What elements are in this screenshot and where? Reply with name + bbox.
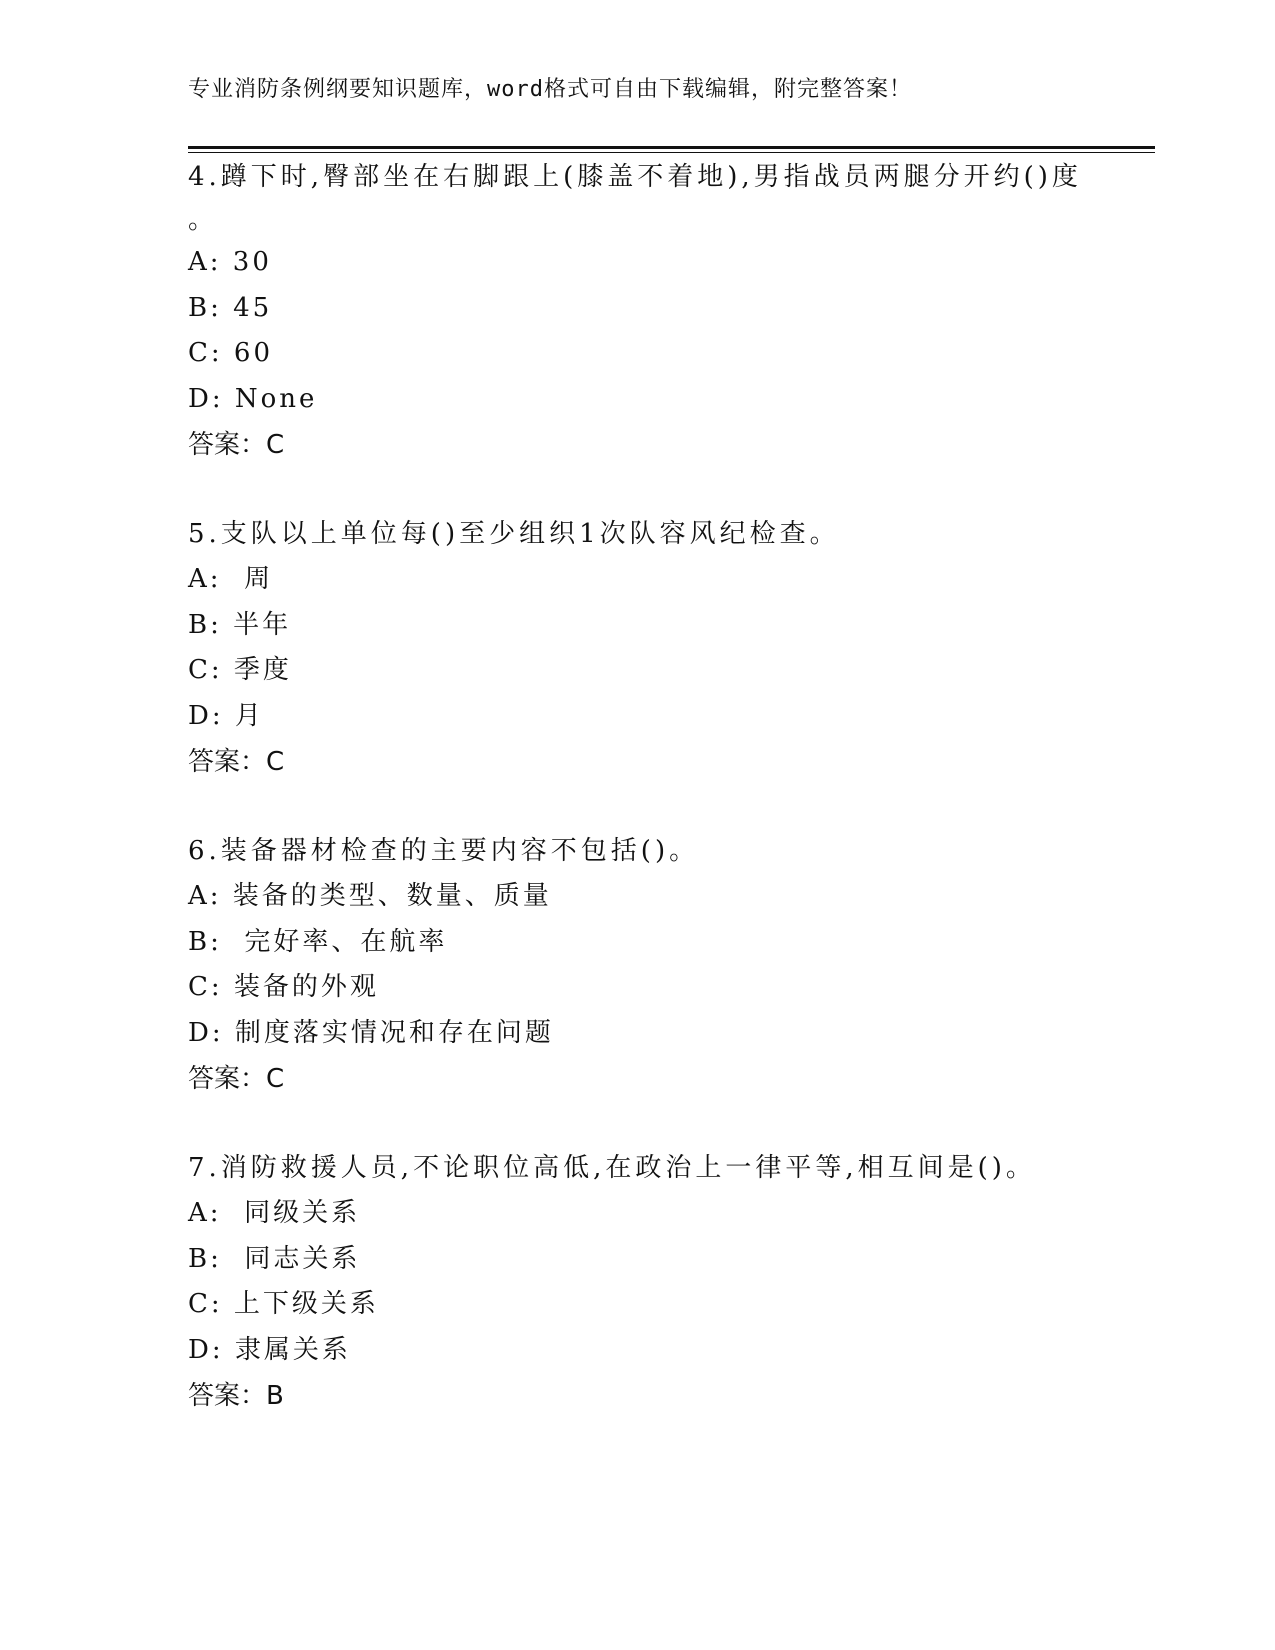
option-a: A: 周 (188, 564, 274, 594)
option-c: C: 季度 (188, 655, 292, 685)
question-stem-continuation: 。 (188, 205, 215, 235)
option-d: D: 月 (188, 700, 264, 731)
question-6 (188, 829, 1148, 1102)
answer-line: 答案：C (188, 430, 285, 460)
option-c: C: 60 (188, 338, 274, 368)
option-b: B: 完好率、在航率 (188, 926, 448, 957)
option-b: B: 半年 (188, 609, 292, 640)
document-header: 专业消防条例纲要知识题库，word格式可自由下载编辑，附完整答案！ (188, 77, 912, 102)
option-d: D: 隶属关系 (188, 1334, 351, 1365)
question-stem: 7.消防救援人员,不论职位高低,在政治上一律平等,相互间是()。 (188, 1153, 1036, 1183)
answer-line: 答案：B (188, 1381, 284, 1411)
option-a: A: 装备的类型、数量、质量 (188, 881, 552, 911)
answer-line: 答案：C (188, 1064, 285, 1094)
option-c: C: 装备的外观 (188, 972, 379, 1002)
header-rule-thin (188, 152, 1155, 153)
option-d: D: None (188, 383, 318, 414)
question-list (188, 155, 1148, 1463)
question-4 (188, 155, 1148, 468)
option-b: B: 同志关系 (188, 1243, 361, 1274)
option-b: B: 45 (188, 292, 273, 323)
option-d: D: 制度落实情况和存在问题 (188, 1017, 554, 1048)
question-stem: 6.装备器材检查的主要内容不包括()。 (188, 836, 700, 866)
option-c: C: 上下级关系 (188, 1289, 379, 1319)
question-stem: 5.支队以上单位每()至少组织1次队容风纪检查。 (188, 519, 840, 549)
header-rule-thick (188, 146, 1155, 149)
question-5 (188, 512, 1148, 785)
option-a: A: 同级关系 (188, 1198, 361, 1228)
option-a: A: 30 (188, 247, 272, 277)
question-stem: 4.蹲下时,臀部坐在右脚跟上(膝盖不着地),男指战员两腿分开约()度 (188, 162, 1082, 192)
answer-line: 答案：C (188, 747, 285, 777)
question-7 (188, 1146, 1148, 1419)
